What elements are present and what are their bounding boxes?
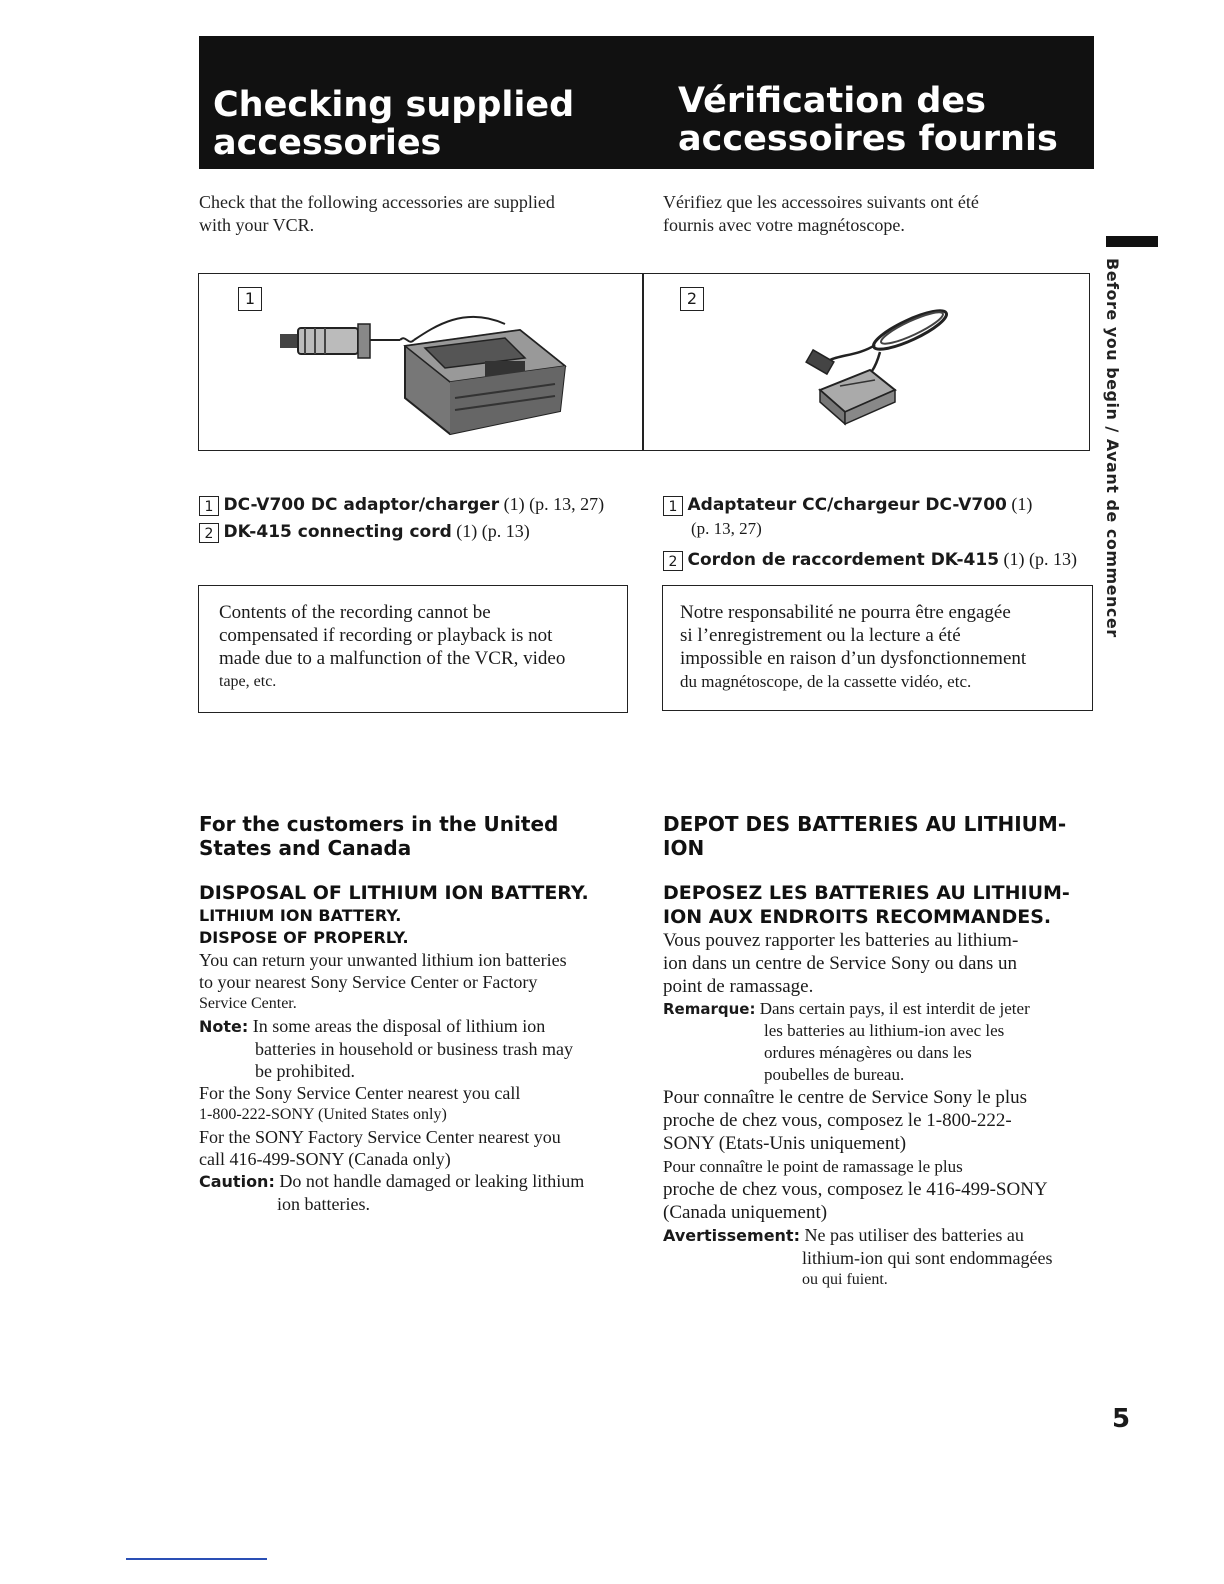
avertissement-fr: Avertissement: Ne pas utiliser des batteries au lithium-ion qui sont endommagées ou qui fuient.: [663, 1225, 1053, 1288]
dc-plug-icon: [806, 350, 834, 374]
caution-en: Caution: Do not handle damaged or leaking lithium ion batteries.: [199, 1171, 585, 1214]
connecting-cord-illustration: [800, 300, 960, 430]
page-title-fr: Vérification des accessoires fournis: [678, 81, 1058, 159]
dc-adaptor-charger-illustration: [275, 306, 575, 440]
disposal-heading-en: For the customers in the United States and Canada: [199, 812, 559, 860]
call-us-fr: Pour connaître le centre de Service Sony le plus proche de chez vous, composez le 1-800-222- SONY (Etats-Unis uniquement): [663, 1087, 1028, 1154]
accessory-list-fr: 1 Adaptateur CC/chargeur DC-V700 (1) (p. 13, 27) 2 Cordon de raccordement DK-415 (1) (p. 13): [663, 491, 1077, 573]
battery-adaptor-icon: [820, 370, 895, 424]
section-tab-label: Before you begin / Avant de commencer: [1103, 258, 1122, 638]
page-number: 5: [1112, 1404, 1131, 1434]
call-canada-en: For the SONY Factory Service Center nearest you call 416-499-SONY (Canada only): [199, 1127, 561, 1169]
accessory-1-number: 1: [238, 287, 262, 311]
section-tab-marker: [1106, 236, 1158, 247]
notice-text-en: Contents of the recording cannot be compensated if recording or playback is not made due to a malfunction of the VCR, video tape, etc.: [219, 602, 566, 690]
cord-coil-icon: [830, 304, 950, 382]
footer-rule: [126, 1558, 267, 1560]
notice-text-fr: Notre responsabilité ne pourra être engagée si l’enregistrement ou la lecture a été impossible en raison d’un dysfonctionnement du magnétoscope, de la cassette vidéo, etc.: [680, 602, 1027, 691]
page-title-en: Checking supplied accessories: [213, 85, 575, 163]
call-us-en: For the Sony Service Center nearest you call 1-800-222-SONY (United States only): [199, 1083, 521, 1123]
remarque-fr: Remarque: Dans certain pays, il est interdit de jeter les batteries au lithium-ion avec les ordures ménagères ou dans les poubelles de bureau.: [663, 999, 1030, 1084]
disposal-section-fr: DEPOSEZ LES BATTERIES AU LITHIUM- ION AUX ENDROITS RECOMMANDES. Vous pouvez rapporter les batteries au lithium- ion dans un centre de Service Sony ou dans un point de ramassage. Remarque: Dans certain pays, il est interdit de jeter les batteries au lithium-ion avec les ordures ménagères ou dans les poubelles de bureau. Pour connaître le centre de Service Sony le plus proche de chez vous, composez le 1-800-222- SONY (Etats-Unis uniquement) Pour connaître le point de ramassage le plus proche de chez vous, composez le 416-499-SONY (Canada uniquement) Avertissement: Ne pas utiliser des batteries au lithium-ion qui sont endommagées ou qui fuient.: [663, 881, 1093, 1291]
note-en: Note: In some areas the disposal of lithium ion batteries in household or business trash may be prohibited.: [199, 1016, 573, 1081]
list-item: 1 Adaptateur CC/chargeur DC-V700 (1): [663, 491, 1077, 518]
list-item: 1 DC-V700 DC adaptor/charger (1) (p. 13, 27): [199, 491, 604, 518]
list-item: 2 Cordon de raccordement DK-415 (1) (p. 13): [663, 546, 1077, 573]
disposal-body-fr: Vous pouvez rapporter les batteries au lithium- ion dans un centre de Service Sony ou dans un point de ramassage.: [663, 930, 1019, 997]
intro-fr: Vérifiez que les accessoires suivants ont été fournis avec votre magnétoscope.: [663, 192, 979, 235]
intro-en: Check that the following accessories are supplied with your VCR.: [199, 192, 555, 235]
disposal-heading-fr: DEPOT DES BATTERIES AU LITHIUM- ION: [663, 812, 1067, 860]
call-canada-fr: Pour connaître le point de ramassage le plus proche de chez vous, composez le 416-499-SONY (Canada uniquement): [663, 1157, 1048, 1223]
accessory-divider: [642, 273, 644, 451]
accessory-2-number: 2: [680, 287, 704, 311]
accessory-list-en: [199, 491, 604, 545]
list-item: 2 DK-415 connecting cord (1) (p. 13): [199, 518, 604, 545]
disposal-body-en: You can return your unwanted lithium ion batteries to your nearest Sony Service Center or Factory Service Center.: [199, 950, 567, 1012]
disposal-section-en: DISPOSAL OF LITHIUM ION BATTERY. LITHIUM ION BATTERY. DISPOSE OF PROPERLY. You can return your unwanted lithium ion batteries to your nearest Sony Service Center or Factory Service Center. Note: In some areas the disposal of lithium ion batteries in household or business trash may be prohibited. For the Sony Service Center nearest you call 1-800-222-SONY (United States only) For the SONY Factory Service Center nearest you call 416-499-SONY (Canada only) Caution: Do not handle damaged or leaking lithium ion batteries.: [199, 881, 639, 1215]
charger-body-icon: [405, 330, 565, 434]
